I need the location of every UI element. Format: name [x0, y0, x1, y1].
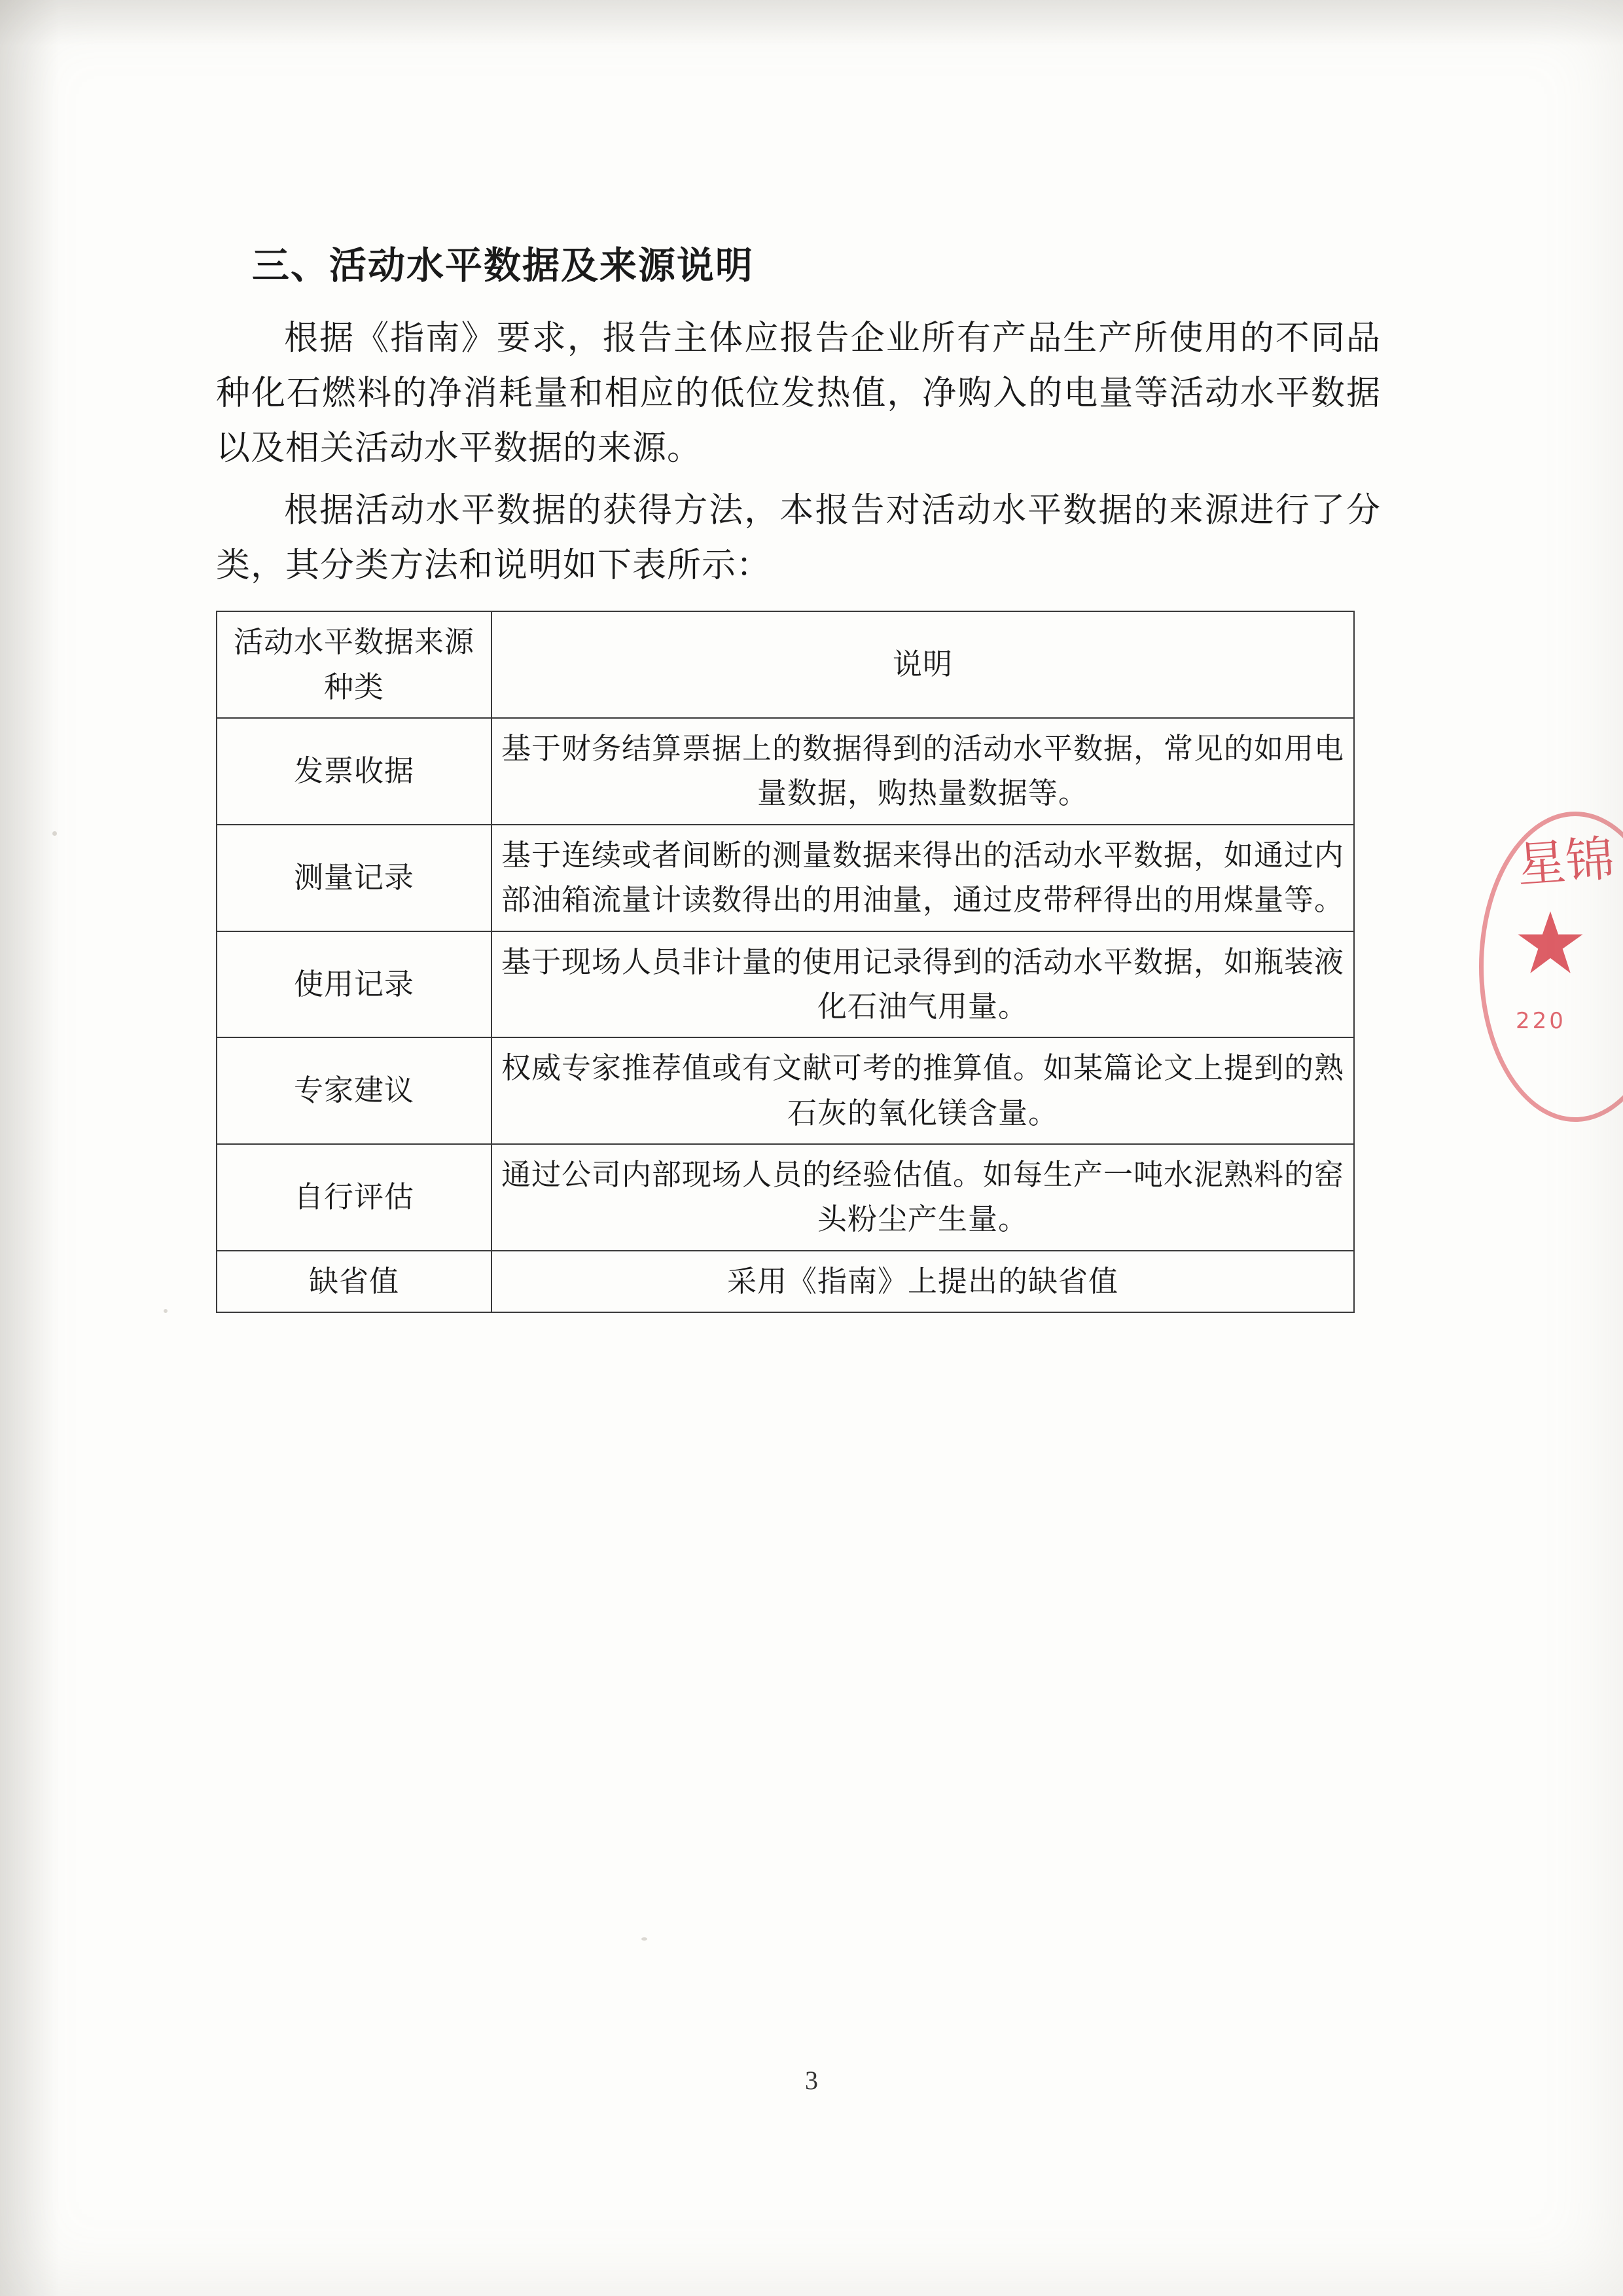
table-cell-desc: 权威专家推荐值或有文献可考的推算值。如某篇论文上提到的熟石灰的氧化镁含量。: [491, 1037, 1354, 1144]
table-cell-kind: 使用记录: [217, 931, 491, 1038]
activity-data-source-table: [216, 611, 1355, 1313]
paper-speck: [164, 1309, 168, 1313]
table-row: [217, 1251, 1354, 1312]
table-row: [217, 931, 1354, 1038]
table-cell-kind: 测量记录: [217, 825, 491, 931]
seal-character: 星锦: [1515, 830, 1616, 894]
paper-speck: [641, 1937, 647, 1941]
paragraph-2: 根据活动水平数据的获得方法，本报告对活动水平数据的来源进行了分类，其分类方法和说明如下表所示：: [216, 492, 1381, 584]
star-icon: [1514, 908, 1586, 980]
scan-left-shade: [0, 0, 59, 2296]
table-cell-kind: 缺省值: [217, 1251, 491, 1312]
table-cell-desc: 基于连续或者间断的测量数据来得出的活动水平数据，如通过内部油箱流量计读数得出的用油量，通过皮带秤得出的用煤量等。: [491, 825, 1354, 931]
paper-speck: [52, 831, 57, 836]
table-cell-kind: 专家建议: [217, 1037, 491, 1144]
table-row: [217, 1144, 1354, 1251]
table-cell-kind: 发票收据: [217, 718, 491, 825]
table-header-row: [217, 611, 1354, 718]
table-cell-desc: 通过公司内部现场人员的经验估值。如每生产一吨水泥熟料的窑头粉尘产生量。: [491, 1144, 1354, 1251]
table-cell-kind: 自行评估: [217, 1144, 491, 1251]
seal-digits: 220: [1516, 1008, 1566, 1034]
section-heading: 三、活动水平数据及来源说明: [252, 244, 754, 287]
seal-outline: [1479, 812, 1623, 1122]
paragraph-1: 根据《指南》要求，报告主体应报告企业所有产品生产所使用的不同品种化石燃料的净消耗量和相应的低位发热值，净购入的电量等活动水平数据以及相关活动水平数据的来源。: [216, 320, 1381, 468]
scan-top-shade: [0, 0, 1623, 46]
table-cell-desc: 基于财务结算票据上的数据得到的活动水平数据，常见的如用电量数据，购热量数据等。: [491, 718, 1354, 825]
table-header-kind: 活动水平数据来源种类: [217, 611, 491, 718]
table-cell-desc: 采用《指南》上提出的缺省值: [491, 1251, 1354, 1312]
table-row: [217, 825, 1354, 931]
table-row: [217, 718, 1354, 825]
document-body: [216, 236, 1381, 1313]
table-row: [217, 1037, 1354, 1144]
page-number: 3: [805, 2066, 818, 2095]
table-cell-desc: 基于现场人员非计量的使用记录得到的活动水平数据，如瓶装液化石油气用量。: [491, 931, 1354, 1038]
table-header-desc: 说明: [491, 611, 1354, 718]
red-seal-stamp: [1505, 812, 1623, 1113]
